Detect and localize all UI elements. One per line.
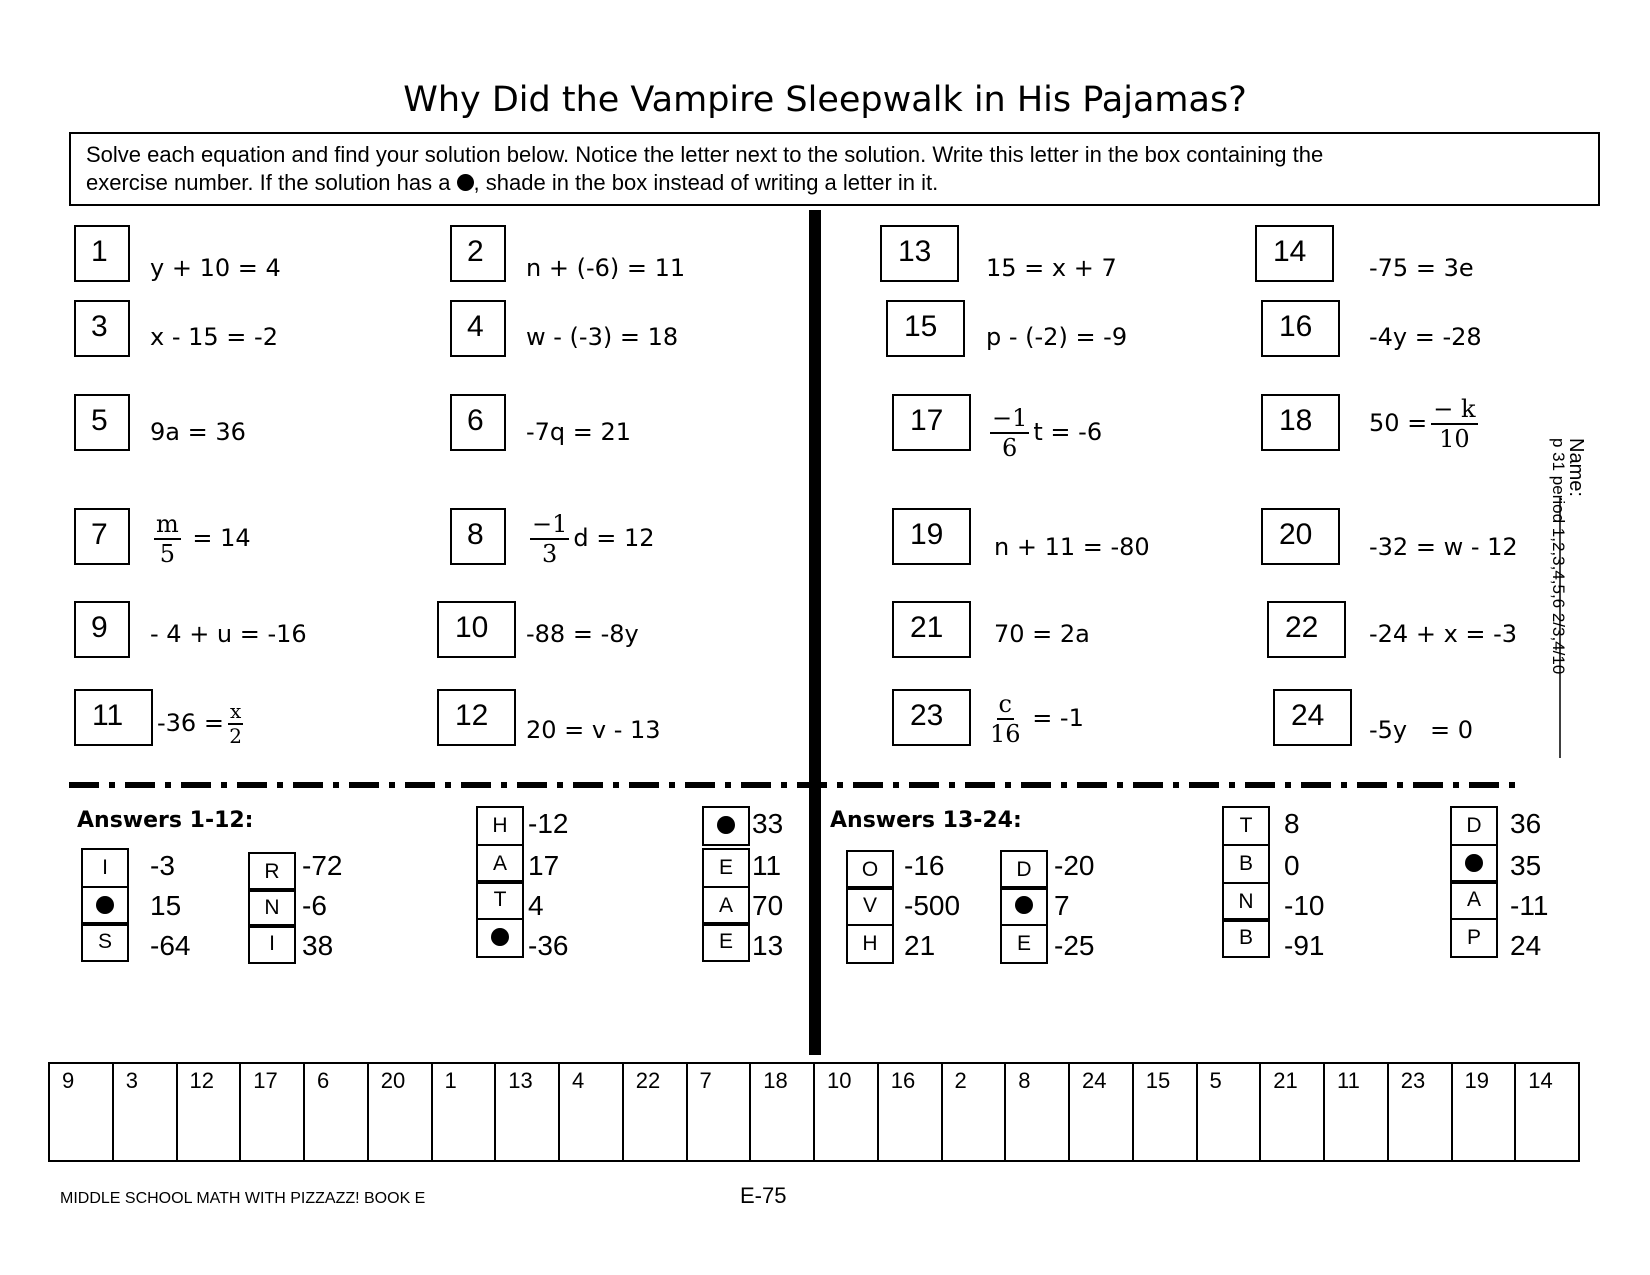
filled-dot-icon: [702, 806, 750, 846]
grid-cell[interactable]: 15: [1134, 1064, 1198, 1160]
answers-1-12-header: Answers 1-12:: [77, 808, 254, 833]
fraction: $\frac{- k}{10}$: [1433, 395, 1476, 453]
problem-10-number: 10: [437, 601, 516, 658]
grid-cell[interactable]: 7: [688, 1064, 752, 1160]
grid-cell[interactable]: 2: [943, 1064, 1007, 1160]
answer-value: -72: [302, 850, 343, 881]
problem-4-equation: w - (-3) = 18: [526, 323, 679, 351]
answer-value: -20: [1054, 850, 1095, 881]
answer-value: -16: [904, 850, 945, 881]
problem-18-number: 18: [1261, 394, 1340, 451]
problem-24-number: 24: [1273, 689, 1352, 746]
answer-letter-box: V: [846, 886, 894, 926]
problem-12-equation: 20 = v - 13: [526, 716, 661, 744]
problem-1-number: 1: [74, 225, 130, 282]
grid-cell[interactable]: 5: [1198, 1064, 1262, 1160]
filled-dot-icon: [81, 886, 129, 926]
answer-letter-box: H: [846, 924, 894, 964]
answer-value: -3: [150, 850, 175, 881]
problem-4-number: 4: [450, 300, 506, 357]
answer-letter-box: N: [248, 888, 296, 928]
problem-8-equation: $\frac{-1}{3}$ d = 12: [532, 510, 655, 568]
grid-cell[interactable]: 4: [560, 1064, 624, 1160]
answer-value: 11: [752, 850, 782, 881]
grid-cell[interactable]: 20: [369, 1064, 433, 1160]
answer-letter-box: B: [1222, 844, 1270, 884]
answer-letter-box: E: [1000, 924, 1048, 964]
answer-value: -64: [150, 930, 191, 961]
instructions-line-2: exercise number. If the solution has a , shade in the box instead of writing a letter in it.: [86, 170, 939, 195]
grid-cell[interactable]: 10: [815, 1064, 879, 1160]
answer-value: -25: [1054, 930, 1095, 961]
answer-value: 36: [1510, 808, 1542, 839]
grid-cell[interactable]: 3: [114, 1064, 178, 1160]
answer-value: 33: [752, 808, 784, 839]
answer-value: 13: [752, 930, 784, 961]
answer-letter-box: N: [1222, 882, 1270, 922]
problem-23-equation: $\frac{c}{16}$ = -1: [990, 690, 1084, 748]
problem-19-equation: n + 11 = -80: [994, 533, 1150, 561]
problem-1-equation: y + 10 = 4: [150, 254, 281, 282]
problem-15-number: 15: [886, 300, 965, 357]
problem-2-number: 2: [450, 225, 506, 282]
name-label: Name:: [1565, 438, 1587, 497]
answer-value: -500: [904, 890, 961, 921]
fraction: $\frac{-1}{6}$: [992, 404, 1028, 462]
problem-17-equation: $\frac{-1}{6}$ t = -6: [992, 404, 1103, 462]
answer-value: -10: [1284, 890, 1325, 921]
problem-21-equation: 70 = 2a: [994, 620, 1090, 648]
problem-8-number: 8: [450, 508, 506, 565]
problem-15-equation: p - (-2) = -9: [986, 323, 1128, 351]
problem-6-number: 6: [450, 394, 506, 451]
answer-letter-box: O: [846, 850, 894, 890]
problem-11-equation: -36 = $\frac{x}{2}$: [157, 699, 242, 748]
answer-letter-box: A: [702, 886, 750, 926]
problem-21-number: 21: [892, 601, 971, 658]
grid-cell[interactable]: 17: [241, 1064, 305, 1160]
answer-letter-box: T: [476, 880, 524, 920]
problem-14-number: 14: [1255, 225, 1334, 282]
answer-value: 7: [1054, 890, 1070, 921]
instructions-box: [69, 132, 1600, 206]
answer-letter-box: I: [81, 848, 129, 888]
answer-letter-box: E: [702, 848, 750, 888]
center-divider: [809, 210, 821, 1055]
filled-dot-icon: [457, 174, 474, 191]
period-label: p 31 period 1,2,3,4,5,6 2/3,4/10: [1549, 438, 1568, 675]
dash-dot-divider: [69, 780, 1519, 790]
grid-cell[interactable]: 24: [1070, 1064, 1134, 1160]
grid-cell[interactable]: 22: [624, 1064, 688, 1160]
grid-cell[interactable]: 6: [305, 1064, 369, 1160]
answer-value: 21: [904, 930, 936, 961]
problem-9-equation: - 4 + u = -16: [150, 620, 307, 648]
problem-19-number: 19: [892, 508, 971, 565]
answer-letter-box: E: [702, 922, 750, 962]
problem-10-equation: -88 = -8y: [526, 620, 639, 648]
grid-cell[interactable]: 13: [496, 1064, 560, 1160]
problem-2-equation: n + (-6) = 11: [526, 254, 686, 282]
problem-13-equation: 15 = x + 7: [986, 254, 1117, 282]
answer-value: 4: [528, 890, 544, 921]
problem-3-equation: x - 15 = -2: [150, 323, 278, 351]
filled-dot-icon: [476, 918, 524, 958]
answer-value: -11: [1510, 890, 1549, 921]
filled-dot-icon: [1000, 886, 1048, 926]
answer-value: 70: [752, 890, 784, 921]
grid-cell[interactable]: 14: [1528, 1068, 1553, 1093]
worksheet-title: Why Did the Vampire Sleepwalk in His Pajamas?: [403, 80, 1247, 120]
answer-grid: [48, 1062, 1580, 1162]
problem-7-number: 7: [74, 508, 130, 565]
grid-cell[interactable]: 18: [751, 1064, 815, 1160]
answer-letter-box: A: [476, 844, 524, 884]
answer-letter-box: B: [1222, 918, 1270, 958]
problem-5-number: 5: [74, 394, 130, 451]
answer-letter-box: R: [248, 852, 296, 892]
answer-letter-box: A: [1450, 880, 1498, 920]
problem-9-number: 9: [74, 601, 130, 658]
fraction: $\frac{x}{2}$: [229, 699, 242, 748]
problem-22-number: 22: [1267, 601, 1346, 658]
answer-value: 15: [150, 890, 182, 921]
problem-22-equation: -24 + x = -3: [1369, 620, 1518, 648]
problem-5-equation: 9a = 36: [150, 418, 246, 446]
problem-17-number: 17: [892, 394, 971, 451]
problem-3-number: 3: [74, 300, 130, 357]
answer-value: -12: [528, 808, 569, 839]
problem-20-number: 20: [1261, 508, 1340, 565]
grid-cell[interactable]: 21: [1261, 1064, 1325, 1160]
problem-16-number: 16: [1261, 300, 1340, 357]
footer-book-title: MIDDLE SCHOOL MATH WITH PIZZAZZ! BOOK E: [60, 1190, 426, 1207]
grid-cell[interactable]: 23: [1389, 1064, 1453, 1160]
fraction: $\frac{c}{16}$: [990, 690, 1021, 748]
answer-value: 38: [302, 930, 334, 961]
problem-11-number: 11: [74, 689, 153, 746]
grid-cell[interactable]: 1: [433, 1064, 497, 1160]
answer-letter-box: I: [248, 924, 296, 964]
fraction: $\frac{m}{5}$: [156, 510, 179, 568]
problem-14-equation: -75 = 3e: [1369, 254, 1474, 282]
problem-12-number: 12: [437, 689, 516, 746]
answer-letter-box: P: [1450, 918, 1498, 958]
answer-letter-box: D: [1450, 806, 1498, 846]
answer-value: 24: [1510, 930, 1542, 961]
problem-13-number: 13: [880, 225, 959, 282]
problem-23-number: 23: [892, 689, 971, 746]
page-number: E-75: [740, 1183, 787, 1208]
answer-letter-box: T: [1222, 806, 1270, 846]
answer-value: -6: [302, 890, 327, 921]
answer-value: 8: [1284, 808, 1300, 839]
problem-6-equation: -7q = 21: [526, 418, 632, 446]
answer-value: 35: [1510, 850, 1542, 881]
grid-cell[interactable]: 16: [879, 1064, 943, 1160]
answer-value: 17: [528, 850, 560, 881]
answer-value: 0: [1284, 850, 1300, 881]
grid-cell[interactable]: 12: [178, 1064, 242, 1160]
grid-cell[interactable]: 11: [1325, 1064, 1389, 1160]
filled-dot-icon: [1450, 844, 1498, 884]
problem-16-equation: -4y = -28: [1369, 323, 1482, 351]
answer-letter-box: H: [476, 806, 524, 846]
side-label: [1549, 438, 1587, 758]
problem-20-equation: -32 = w - 12: [1369, 533, 1518, 561]
answer-value: -36: [528, 930, 569, 961]
answer-letter-box: D: [1000, 850, 1048, 890]
fraction: $\frac{-1}{3}$: [532, 510, 568, 568]
answers-13-24-header: Answers 13-24:: [830, 808, 1022, 833]
grid-cell[interactable]: 19: [1453, 1064, 1517, 1160]
answer-letter-box: S: [81, 922, 129, 962]
problem-24-equation: -5y = 0: [1369, 716, 1474, 744]
problem-7-equation: $\frac{m}{5}$ = 14: [156, 510, 251, 568]
instructions-line-1: Solve each equation and find your solution below. Notice the letter next to the solution. Write this letter in the box containing the: [86, 142, 1324, 167]
problem-18-equation: 50 = $\frac{- k}{10}$: [1369, 395, 1476, 453]
answer-value: -91: [1284, 930, 1325, 961]
grid-cell[interactable]: 9: [50, 1064, 114, 1160]
grid-cell[interactable]: 8: [1006, 1064, 1070, 1160]
